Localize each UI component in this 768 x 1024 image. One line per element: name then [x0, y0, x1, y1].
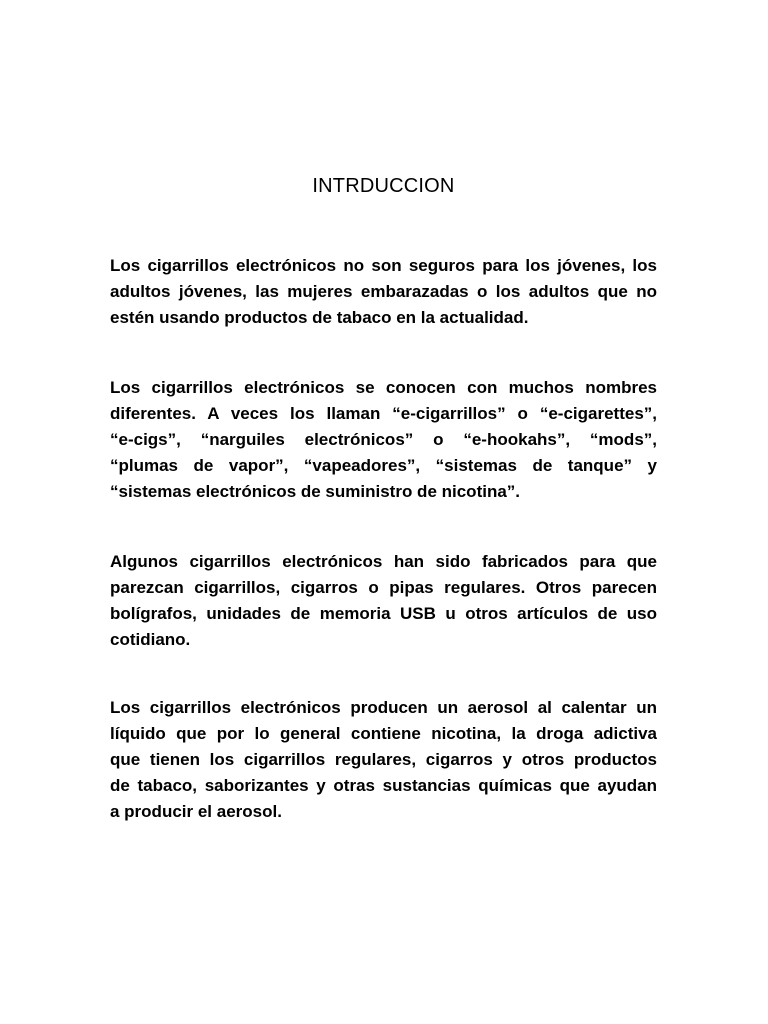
- paragraph-line: “e-cigs”, “narguiles electrónicos” o “e-hookahs”, “mods”,: [110, 430, 657, 449]
- paragraph-3: [110, 549, 657, 653]
- paragraph-line: cotidiano.: [110, 630, 191, 649]
- paragraph-line: Algunos cigarrillos electrónicos han sido fabricados para que: [110, 552, 657, 571]
- paragraph-line: Los cigarrillos electrónicos se conocen con muchos nombres: [110, 378, 657, 397]
- paragraph-line: de tabaco, saborizantes y otras sustancias químicas que ayudan: [110, 776, 657, 795]
- paragraph-line: a producir el aerosol.: [110, 802, 282, 821]
- paragraph-line: estén usando productos de tabaco en la actualidad.: [110, 308, 529, 327]
- paragraph-line: Los cigarrillos electrónicos no son seguros para los jóvenes, los: [110, 256, 657, 275]
- paragraph-2: [110, 375, 657, 505]
- paragraph-1: [110, 253, 657, 331]
- paragraph-line: “sistemas electrónicos de suministro de nicotina”.: [110, 482, 521, 501]
- paragraph-line: Los cigarrillos electrónicos producen un aerosol al calentar un: [110, 698, 657, 717]
- paragraph-line: parezcan cigarrillos, cigarros o pipas regulares. Otros parecen: [110, 578, 657, 597]
- paragraph-line: líquido que por lo general contiene nicotina, la droga adictiva: [110, 724, 657, 743]
- paragraph-line: bolígrafos, unidades de memoria USB u otros artículos de uso: [110, 604, 657, 623]
- paragraph-line: “plumas de vapor”, “vapeadores”, “sistemas de tanque” y: [110, 456, 657, 475]
- page-title: INTRDUCCION: [312, 175, 455, 197]
- paragraph-line: adultos jóvenes, las mujeres embarazadas o los adultos que no: [110, 282, 657, 301]
- paragraph-line: que tienen los cigarrillos regulares, cigarros y otros productos: [110, 750, 657, 769]
- paragraph-4: [110, 695, 657, 825]
- paragraph-line: diferentes. A veces los llaman “e-cigarrillos” o “e-cigarettes”,: [110, 404, 657, 423]
